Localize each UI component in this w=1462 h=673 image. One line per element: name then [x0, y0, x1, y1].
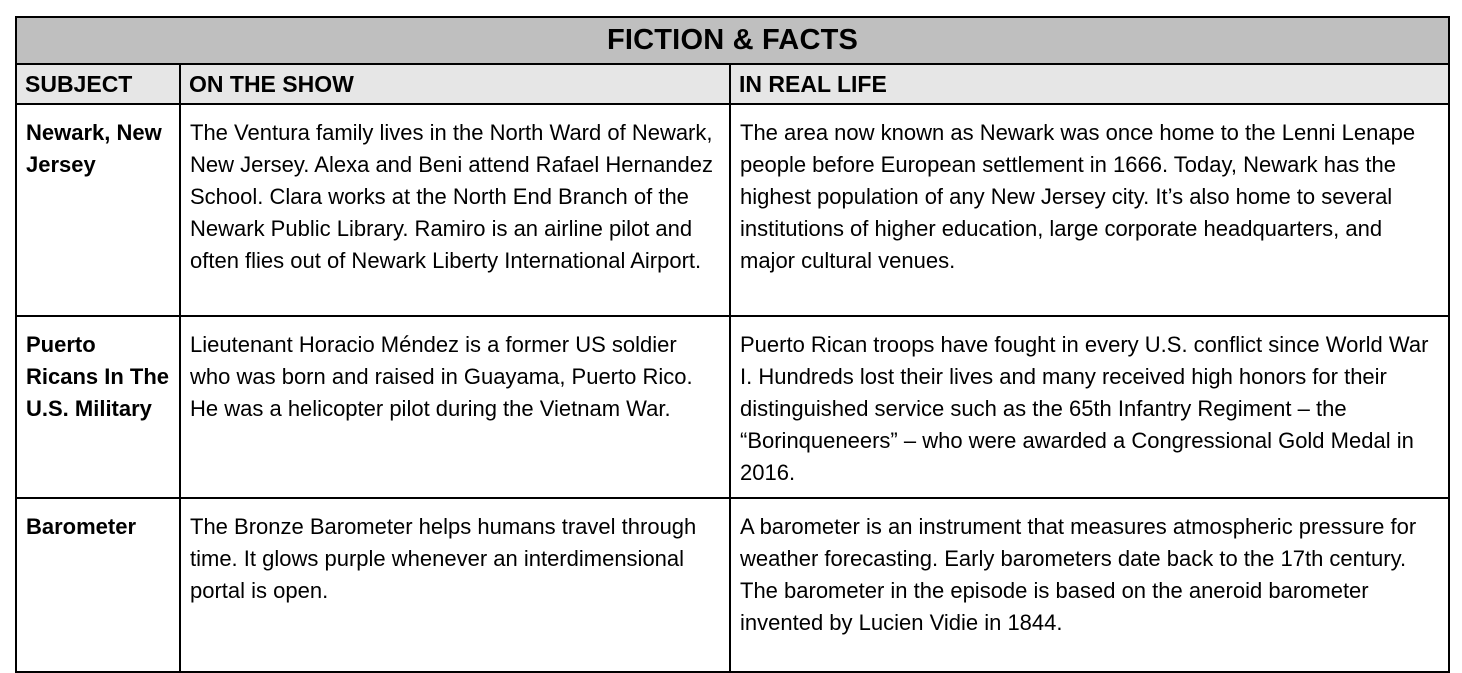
row-in-real-life: The area now known as Newark was once home to the Lenni Lenape people before European settlement in 1666. Today, Newark has the highest population of any New Jersey city. It’s also home to several institutions of higher education, large corporate headquarters, and major cultural venues.: [730, 104, 1449, 316]
title-row: [16, 17, 1449, 64]
table-row: [16, 316, 1449, 498]
header-row: [16, 64, 1449, 104]
row-in-real-life: A barometer is an instrument that measures atmospheric pressure for weather forecasting. Early barometers date back to the 17th century. The barometer in the episode is based on the aneroid barometer invented by Lucien Vidie in 1844.: [730, 498, 1449, 672]
header-subject: SUBJECT: [16, 64, 180, 104]
fiction-facts-table: [15, 16, 1450, 673]
row-subject: Newark, New Jersey: [16, 104, 180, 316]
row-on-the-show: Lieutenant Horacio Méndez is a former US soldier who was born and raised in Guayama, Puerto Rico. He was a helicopter pilot during the Vietnam War.: [180, 316, 730, 498]
row-subject: Puerto Ricans In The U.S. Military: [16, 316, 180, 498]
table-title: FICTION & FACTS: [16, 17, 1449, 64]
row-on-the-show: The Ventura family lives in the North Ward of Newark, New Jersey. Alexa and Beni attend Rafael Hernandez School. Clara works at the North End Branch of the Newark Public Library. Ramiro is an airline pilot and often flies out of Newark Liberty International Airport.: [180, 104, 730, 316]
table-row: [16, 104, 1449, 316]
row-subject: Barometer: [16, 498, 180, 672]
row-on-the-show: The Bronze Barometer helps humans travel through time. It glows purple whenever an interdimensional portal is open.: [180, 498, 730, 672]
row-in-real-life: Puerto Rican troops have fought in every U.S. conflict since World War I. Hundreds lost their lives and many received high honors for their distinguished service such as the 65th Infantry Regiment – the “Borinqueneers” – who were awarded a Congressional Gold Medal in 2016.: [730, 316, 1449, 498]
table-row: [16, 498, 1449, 672]
header-on-the-show: ON THE SHOW: [180, 64, 730, 104]
header-in-real-life: IN REAL LIFE: [730, 64, 1449, 104]
